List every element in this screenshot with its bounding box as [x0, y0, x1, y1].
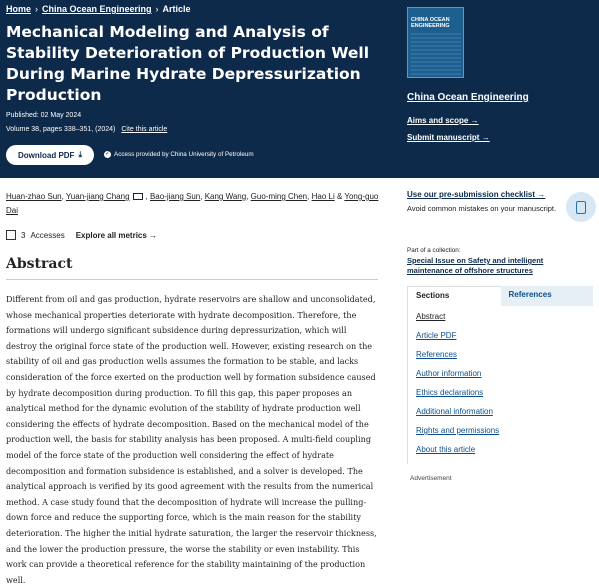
- access-text: Access provided by China University of Petroleum: [114, 151, 254, 158]
- mail-icon[interactable]: [133, 193, 143, 200]
- author-link[interactable]: Bao-jiang Sun: [149, 192, 201, 201]
- checklist-link[interactable]: Use our pre-submission checklist →: [407, 190, 546, 199]
- cite-link[interactable]: Cite this article: [121, 126, 168, 133]
- section-link-author-information[interactable]: Author information: [416, 369, 482, 378]
- download-pdf-button[interactable]: [6, 145, 94, 165]
- abstract-heading: Abstract: [6, 256, 73, 272]
- breadcrumb-home[interactable]: Home: [6, 4, 32, 14]
- cover-image: [411, 33, 461, 75]
- volume-text: Volume 38, pages 338–351, (2024): [6, 126, 116, 133]
- author-link[interactable]: Huan-zhao Sun: [6, 192, 62, 201]
- collection-link[interactable]: Special Issue on Safety and intelligent maintenance of offshore structures: [407, 256, 544, 275]
- volume-info: [6, 126, 167, 133]
- author-link[interactable]: Kang Wang: [204, 192, 247, 201]
- section-link-rights[interactable]: Rights and permissions: [416, 426, 500, 435]
- checklist-description: Avoid common mistakes on your manuscript.: [407, 204, 557, 213]
- author-ampersand: &: [336, 192, 343, 201]
- accesses-count: 3: [21, 230, 26, 240]
- published-date: Published: 02 May 2024: [6, 112, 82, 119]
- section-link-additional-information[interactable]: Additional information: [416, 407, 493, 416]
- breadcrumb: [6, 4, 191, 14]
- breadcrumb-journal[interactable]: China Ocean Engineering: [42, 4, 152, 14]
- download-label: Download PDF: [18, 150, 75, 160]
- author-link[interactable]: Yong-guo Dai: [6, 192, 379, 215]
- tab-references[interactable]: References: [501, 286, 594, 306]
- section-link-about[interactable]: About this article: [416, 445, 476, 454]
- aims-scope-link[interactable]: Aims and scope →: [407, 116, 479, 125]
- author-link[interactable]: Hao Li: [311, 192, 335, 201]
- sidebar-tabs: [407, 286, 593, 306]
- article-title: Mechanical Modeling and Analysis of Stability Deterioration of Production Well During Marine Hydrate Depressurization Production: [6, 23, 370, 104]
- divider: [6, 279, 378, 280]
- article-header: [0, 0, 599, 178]
- section-link-references[interactable]: References: [416, 350, 457, 359]
- chevron-right-icon: ›: [155, 4, 159, 14]
- cover-title: CHINA OCEAN ENGINEERING: [411, 17, 450, 29]
- abstract-text: Different from oil and gas production, hydrate reservoirs are shallow and unconsolidated, whose mechanical properties deteriorate with hydrate decomposition. Therefore, the formations will undergo significant subsidence during depressurization, which will destroy the original force state of the production well. However, existing research on the stability of oil and gas production wells assumes the formation to be stable, and lacks consideration of the force exerted on the production well by formation subsidence caused by hydrate decomposition during production. To fill this gap, this paper proposes an analytical method for the dynamic evolution of the stability of hydrate production well considering the effects of hydrate decomposition. Based on the mechanical model of the production well, the basis for stability analysis has been proposed. A multi-field coupling model of the force state of the production well considering the effect of hydrate decomposition and formation subsidence is established, and a solver is developed. The analytical approach is verified by its good agreement with the results from the numerical method. A case study found that the decomposition of hydrate will increase the pulling-down force and reduce the supporting force, which is the main reason for the stability deterioration. The higher the initial hydrate saturation, the larger the reservoir thickness, and the lower the production pressure, the worse the stability or even instability. This work can provide a theoretical reference for the stability maintaining of the production well.: [6, 294, 377, 585]
- download-icon: ⤓: [78, 150, 82, 159]
- collection-label: Part of a collection:: [407, 247, 461, 254]
- section-link-abstract[interactable]: Abstract: [416, 312, 446, 321]
- advertisement-label: Advertisement: [410, 475, 452, 482]
- check-icon: ✓: [104, 151, 111, 157]
- metrics-icon: [6, 230, 16, 240]
- access-info: [104, 151, 254, 158]
- section-link-article-pdf[interactable]: Article PDF: [416, 331, 457, 340]
- explore-metrics-link[interactable]: Explore all metrics →: [75, 230, 158, 240]
- accesses-label: Accesses: [30, 230, 65, 240]
- metrics-bar: [6, 230, 157, 240]
- tab-sections[interactable]: Sections: [407, 286, 501, 306]
- author-link[interactable]: Yuan-jiang Chang: [65, 192, 130, 201]
- section-link-ethics[interactable]: Ethics declarations: [416, 388, 484, 397]
- breadcrumb-current: Article: [162, 4, 191, 14]
- author-list: Huan-zhao Sun, Yuan-jiang Chang , Bao-jiang Sun, Kang Wang, Guo-ming Chen, Hao Li & Yong-guo Dai: [6, 192, 379, 215]
- journal-name-link[interactable]: China Ocean Engineering: [407, 92, 529, 103]
- chevron-right-icon: ›: [35, 4, 39, 14]
- submit-manuscript-link[interactable]: Submit manuscript →: [407, 133, 490, 142]
- journal-cover[interactable]: [407, 7, 464, 78]
- sections-list: [407, 306, 593, 464]
- author-link[interactable]: Guo-ming Chen: [250, 192, 308, 201]
- clipboard-check-icon: [566, 192, 596, 222]
